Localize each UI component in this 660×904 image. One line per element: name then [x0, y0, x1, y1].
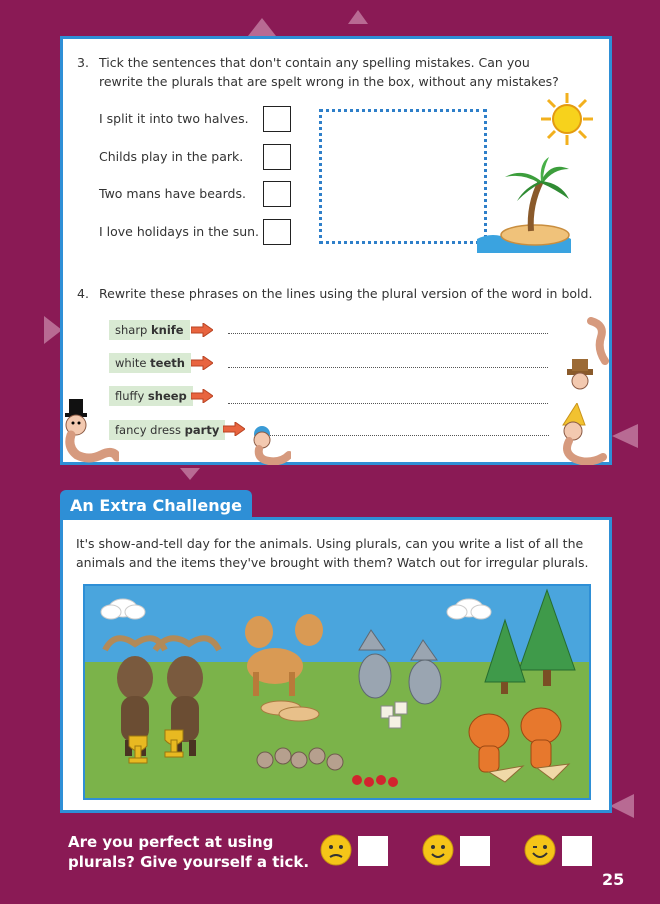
arrow-right-icon — [191, 323, 213, 337]
worm-icon — [63, 399, 119, 465]
decor-triangle — [348, 10, 368, 24]
happy-smiley-icon — [422, 834, 454, 866]
sun-icon — [539, 91, 595, 147]
tick-box-2[interactable] — [263, 144, 291, 170]
phrase-1: sharp knife — [109, 320, 190, 340]
tick-box-happy[interactable] — [460, 836, 490, 866]
question-3-text-line2: rewrite the plurals that are spelt wrong in the box, without any mistakes? — [99, 74, 559, 89]
answer-box[interactable] — [319, 109, 487, 244]
sentence-4: I love holidays in the sun. — [99, 224, 260, 239]
page-number: 25 — [602, 870, 625, 889]
sentence-1: I split it into two halves. — [99, 111, 249, 126]
answer-line-2[interactable] — [228, 367, 548, 368]
animal-scene — [83, 584, 591, 800]
arrow-right-icon — [191, 356, 213, 370]
phrase-2: white teeth — [109, 353, 191, 373]
challenge-intro — [76, 534, 596, 572]
challenge-card — [60, 517, 612, 813]
arrow-right-icon — [191, 389, 213, 403]
exercise-card — [60, 36, 612, 465]
decor-triangle — [610, 794, 634, 818]
sentence-2: Childs play in the park. — [99, 149, 244, 164]
question-3-number: 3. — [77, 55, 89, 70]
arrow-right-icon — [223, 422, 245, 436]
phrase-4: fancy dress party — [109, 420, 225, 440]
unsure-smiley-icon — [320, 834, 352, 866]
phrase-3: fluffy sheep — [109, 386, 193, 406]
tick-box-3[interactable] — [263, 181, 291, 207]
challenge-text-line2: animals and the items they've brought with them? Watch out for irregular plurals. — [76, 555, 589, 570]
question-3-text-line1: Tick the sentences that don't contain any spelling mistakes. Can you — [99, 55, 530, 70]
question-4-number: 4. — [77, 286, 89, 301]
decor-triangle — [248, 18, 276, 36]
challenge-title: An Extra Challenge — [60, 490, 252, 520]
answer-line-1[interactable] — [228, 333, 548, 334]
tick-box-unsure[interactable] — [358, 836, 388, 866]
worm-icon — [553, 403, 611, 465]
self-assessment-text — [68, 832, 309, 872]
winking-smiley-icon — [524, 834, 556, 866]
decor-triangle — [612, 424, 638, 448]
worm-icon — [249, 425, 291, 465]
scene-illustration — [85, 586, 589, 798]
tick-box-4[interactable] — [263, 219, 291, 245]
answer-line-4[interactable] — [263, 435, 549, 436]
island-icon — [473, 155, 573, 255]
footer-line-1: Are you perfect at using — [68, 833, 274, 851]
answer-line-3[interactable] — [228, 403, 548, 404]
footer-line-2: plurals? Give yourself a tick. — [68, 853, 310, 871]
sentence-3: Two mans have beards. — [99, 186, 246, 201]
tick-box-confident[interactable] — [562, 836, 592, 866]
worm-icon — [565, 317, 613, 393]
tick-box-1[interactable] — [263, 106, 291, 132]
question-4-text: Rewrite these phrases on the lines using the plural version of the word in bold. — [99, 286, 593, 301]
decor-triangle — [180, 468, 200, 480]
challenge-text-line1: It's show-and-tell day for the animals. Using plurals, can you write a list of all the — [76, 536, 584, 551]
